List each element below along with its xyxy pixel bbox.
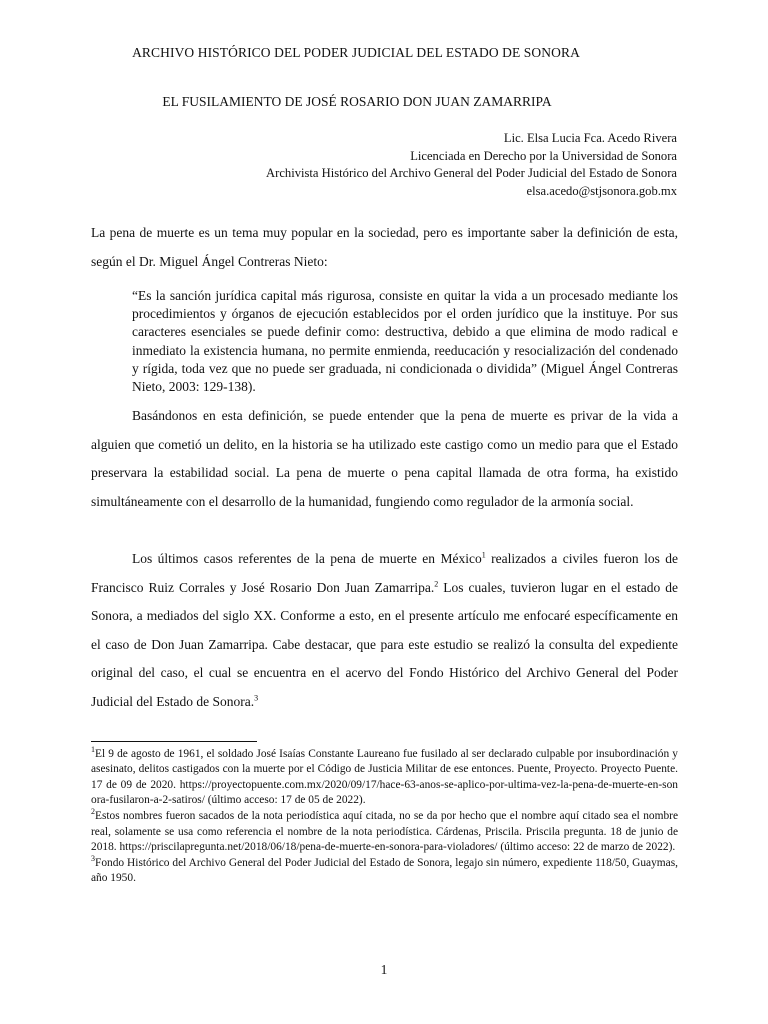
footnote-text: Fondo Histórico del Archivo General del Poder Judicial del Estado de Sonora, legajo sin número, expediente 118/50, Guaymas, año 1950. (91, 856, 678, 885)
footnote-2 (91, 809, 678, 855)
author-name: Lic. Elsa Lucia Fca. Acedo Rivera (503, 131, 677, 145)
paragraph-intro: La pena de muerte es un tema muy popular en la sociedad, pero es importante saber la definición de esta, según el Dr. Miguel Ángel Contreras Nieto: (91, 225, 678, 269)
paragraph-cases-part1: Los últimos casos referentes de la pena de muerte en México (132, 551, 482, 566)
footnote-ref-2[interactable]: 2 (434, 579, 439, 588)
footnote-number: 2 (91, 807, 95, 817)
author-email: elsa.acedo@stjsonora.gob.mx (526, 183, 677, 198)
footnote-access: (último acceso: 17 de 05 de 2022). (204, 794, 366, 807)
paragraph-cases (91, 545, 678, 716)
footnote-number: 3 (91, 854, 95, 864)
footnote-text: El 9 de agosto de 1961, el soldado José Isaías Constante Laureano fue fusilado al ser declarado culpable por insubordinación y asesinato, delitos castigados con la muerte por el Código de Justicia Militar de ese entonces. Puente, Proyecto. Proyecto Puente. 17 de 09 de 2020. (91, 748, 678, 791)
footnote-3 (91, 856, 678, 887)
footnote-ref-1[interactable]: 1 (481, 550, 486, 560)
footnote-number: 1 (91, 745, 95, 755)
author-degree: Licenciada en Derecho por la Universidad de Sonora (410, 148, 677, 163)
article-title: EL FUSILAMIENTO DE JOSÉ ROSARIO DON JUAN ZAMARRIPA (162, 94, 552, 109)
block-quote: “Es la sanción jurídica capital más rigurosa, consiste en quitar la vida a un procesado mediante los procedimientos y órganos de ejecución establecidos por el orden jurídico que la instituye. Por sus caracteres esenciales se puede definir como: destructiva, debido a que elimina de modo radical e inmediato la existencia humana, no permite enmienda, reeducación y resocialización del condenado y rígida, toda vez que no puede ser graduada, ni condicionada o dividida” (Miguel Ángel Contreras Nieto, 2003: 129-138). (132, 288, 678, 395)
footnote-divider (91, 741, 257, 742)
footnote-access: (último acceso: 22 de marzo de 2022). (497, 840, 676, 853)
paragraph-definition: Basándonos en esta definición, se puede entender que la pena de muerte es privar de la vida a alguien que cometió un delito, en la historia se ha utilizado este castigo como un medio para que el Estado preservara la estabilidad social. La pena de muerte o pena capital llamada de otra forma, ha existido simultáneamente con el desarrollo de la humanidad, fungiendo como regulador de la armonía social. (91, 408, 678, 509)
author-position: Archivista Histórico del Archivo General del Poder Judicial del Estado de Sonora (266, 166, 677, 180)
footnote-link[interactable]: https://priscilapregunta.net/2018/06/18/pena-de-muerte-en-sonora-para-violadores/ (119, 840, 498, 853)
institution-header: ARCHIVO HISTÓRICO DEL PODER JUDICIAL DEL ESTADO DE SONORA (132, 45, 580, 60)
paragraph-cases-part3: Los cuales, tuvieron lugar en el estado de Sonora, a mediados del siglo XX. Conforme a esto, en el presente artículo me enfocaré específicamente en el caso de Don Juan Zamarripa. Cabe destacar, que para este estudio se realizó la consulta del expediente original del caso, el cual se encuentra en el acervo del Fondo Histórico del Archivo General del Poder Judicial del Estado de Sonora. (91, 579, 678, 709)
page-number: 1 (380, 962, 388, 977)
footnote-ref-3[interactable]: 3 (254, 693, 259, 702)
author-block (117, 130, 677, 200)
paragraph-cases-part2: realizados a civiles fueron los de Francisco Ruiz Corrales y José Rosario Don Juan Zamarripa. (91, 551, 678, 595)
footnotes (91, 747, 678, 887)
footnote-text: Estos nombres fueron sacados de la nota periodística aquí citada, no se da por hecho que el nombre aquí citado sea el nombre real, solamente se usa como referencia el nombre de la nota periodística. Cárdenas, Priscila. Priscila pregunta. 18 de junio de 2018. (91, 810, 678, 853)
footnote-1 (91, 747, 678, 809)
footnote-link[interactable]: https://proyectopuente.com.mx/2020/09/17/hace-63-anos-se-aplico-por-ultima-vez-la-pena-de-muerte-en-sonora-fusilaron-a-2-satiros/ (91, 778, 678, 807)
